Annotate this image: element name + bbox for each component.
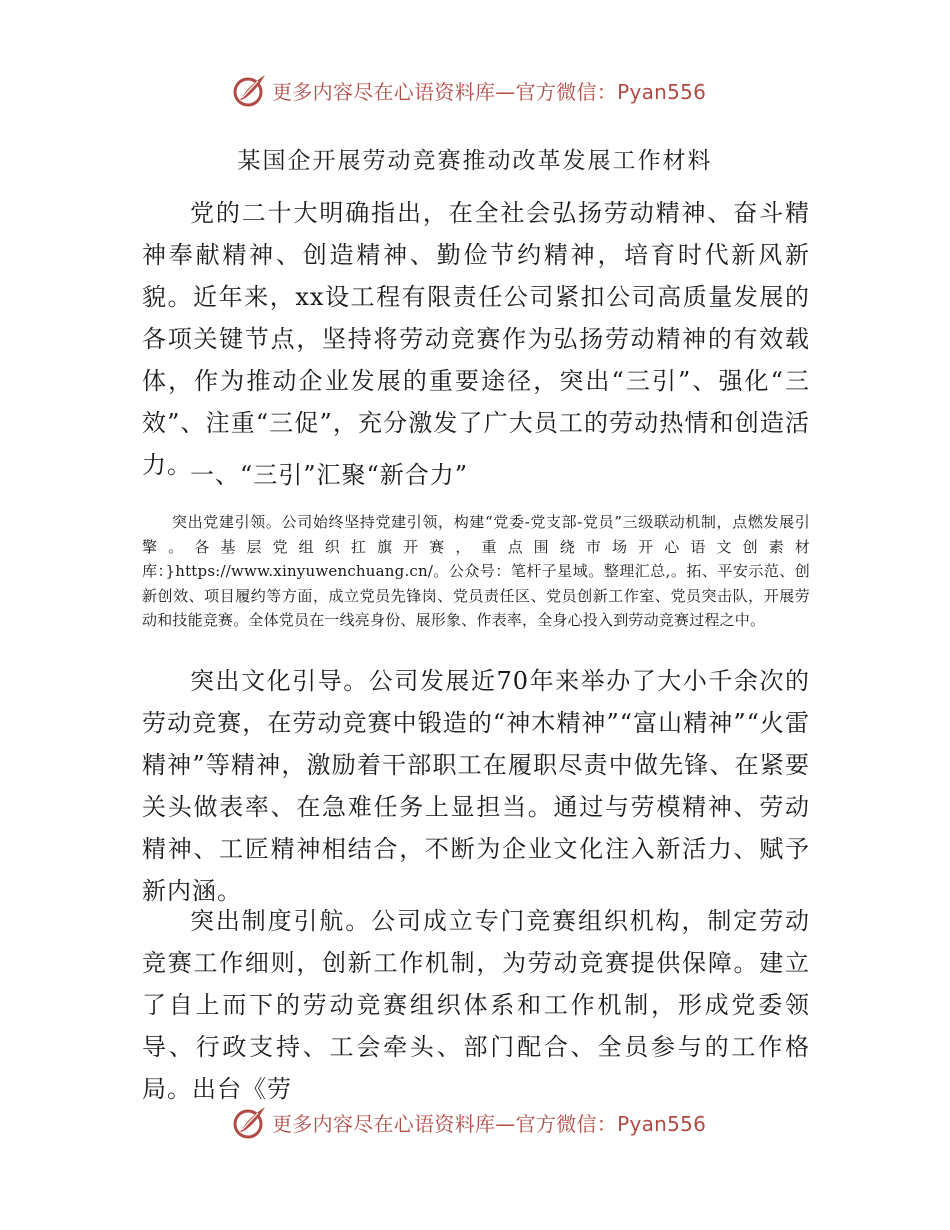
footer-banner xyxy=(232,1102,752,1142)
section-heading: 一、“三引”汇聚“新合力” xyxy=(190,461,469,489)
document-title: 某国企开展劳动竞赛推动改革发展工作材料 xyxy=(237,148,713,174)
header-banner xyxy=(232,70,752,110)
feather-pen-logo-icon xyxy=(232,1104,268,1140)
system-guidance-paragraph: 突出制度引航。公司成立专门竞赛组织机构，制定劳动竞赛工作细则，创新工作机制，为劳动竞赛提供保障。建立了自上而下的劳动竞赛组织体系和工作机制，形成党委领导、行政支持、工会牵头、部门配合、全员参与的工作格局。出台《劳 xyxy=(142,907,810,1103)
banner-text: 更多内容尽在心语资料库—官方微信：Pyan556 xyxy=(272,79,707,104)
feather-pen-logo-icon xyxy=(232,72,268,108)
banner-text: 更多内容尽在心语资料库—官方微信：Pyan556 xyxy=(272,1111,707,1136)
party-guidance-paragraph: 突出党建引领。公司始终坚持党建引领，构建“党委-党支部-党员”三级联动机制，点燃发展引擎。各基层党组织扛旗开赛，重点围绕市场开心语文创素材库：}https://www.xinyuwenchuang.cn/。公众号：笔杆子星域。整理汇总,。拓、平安示范、创新创效、项目履约等方面，成立党员先锋岗、党员责任区、党员创新工作室、党员突击队，开展劳动和技能竞赛。全体党员在一线亮身份、展形象、作表率，全身心投入到劳动竞赛过程之中。 xyxy=(142,513,810,629)
intro-paragraph: 党的二十大明确指出，在全社会弘扬劳动精神、奋斗精神奉献精神、创造精神、勤俭节约精神，培育时代新风新貌。近年来，xx设工程有限责任公司紧扣公司高质量发展的各项关键节点，坚持将劳动竞赛作为弘扬劳动精神的有效载体，作为推动企业发展的重要途径，突出“三引”、强化“三效”、注重“三促”，充分激发了广大员工的劳动热情和创造活力。 xyxy=(142,199,810,479)
culture-guidance-paragraph: 突出文化引导。公司发展近70年来举办了大小千余次的劳动竞赛，在劳动竞赛中锻造的“神木精神”“富山精神”“火雷精神”等精神，激励着干部职工在履职尽责中做先锋、在紧要关头做表率、在急难任务上显担当。通过与劳模精神、劳动精神、工匠精神相结合，不断为企业文化注入新活力、赋予新内涵。 xyxy=(142,667,810,905)
